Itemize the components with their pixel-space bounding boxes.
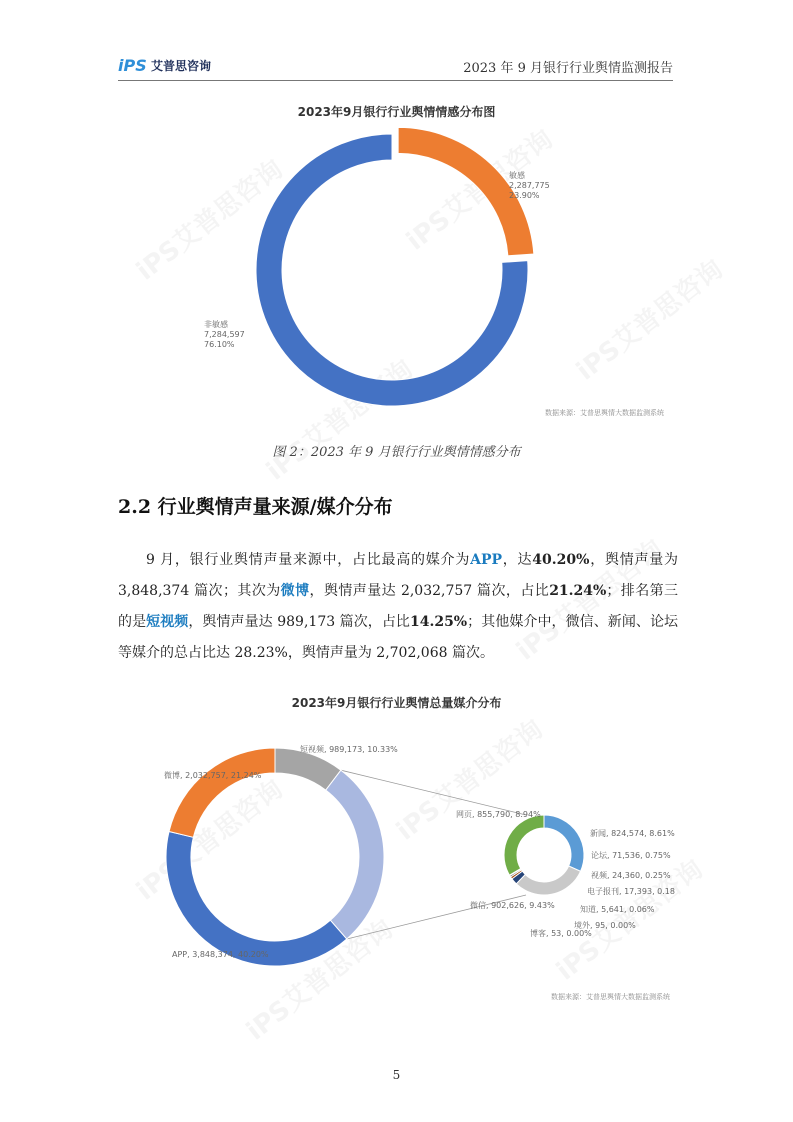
- chart1-label-nonsensitive: [204, 320, 245, 350]
- logo-mark-icon: [118, 54, 148, 76]
- nonsensitive-pct: 76.10%: [204, 340, 235, 349]
- text-run: ，达: [502, 552, 533, 568]
- label-short-video: 短视频, 989,173, 10.33%: [300, 745, 398, 754]
- text-run: ，舆情声量达 989,173 篇次，占比: [188, 614, 410, 630]
- logo-name: 艾普思咨询: [151, 58, 212, 73]
- nonsensitive-name: 非敏感: [204, 320, 228, 329]
- slice-APP: [166, 831, 347, 966]
- chart1-caption: 图 2：2023 年 9 月银行行业舆情情感分布: [272, 445, 521, 460]
- chart1-donut: [120, 120, 680, 430]
- app-pct: 40.20%: [532, 552, 590, 568]
- highlight-weibo: 微博: [280, 583, 310, 599]
- sensitive-value: 2,287,775: [509, 181, 550, 190]
- company-logo: [118, 54, 211, 76]
- highlight-app: APP: [470, 552, 502, 568]
- slice-微博: [169, 748, 275, 837]
- sensitive-name: 敏感: [509, 171, 525, 180]
- report-title: 2023 年 9 月银行行业舆情监测报告: [463, 61, 673, 76]
- text-run: 9 月，银行业舆情声量来源中，占比最高的媒介为: [146, 552, 471, 568]
- sensitive-pct: 23.90%: [509, 191, 540, 200]
- page-number: 5: [392, 1068, 401, 1082]
- label-app: APP, 3,848,374, 40.20%: [172, 950, 269, 959]
- label-weibo: 微博, 2,032,757, 21.24%: [164, 771, 262, 780]
- label-epaper: 电子报刊, 17,393, 0.18: [587, 887, 675, 896]
- slice-其他: [326, 770, 384, 939]
- slice-微信: [504, 815, 544, 875]
- text-run: ；排名第三的是: [118, 583, 679, 630]
- text-run: ，舆情声量达 2,032,757 篇次，占比: [309, 583, 550, 599]
- label-blog: 博客, 53, 0.00%: [530, 929, 592, 938]
- weibo-pct: 21.24%: [549, 583, 607, 599]
- chart1-title: 2023年9月银行行业舆情情感分布图: [297, 105, 496, 119]
- text-run: ；其他媒介中，微信、新闻、论坛等媒介的总占比达 28.23%，舆情声量为 2,702,068 篇次。: [118, 614, 679, 661]
- text-run: ，舆情声量为 3,848,374 篇次；其次为: [118, 552, 678, 599]
- label-forum: 论坛, 71,536, 0.75%: [591, 851, 671, 860]
- label-web: 网页, 855,790, 8.94%: [456, 810, 541, 819]
- slice-网页: [544, 815, 584, 871]
- label-wechat: 微信, 902,626, 9.43%: [470, 901, 555, 910]
- short-video-pct: 14.25%: [409, 614, 468, 630]
- label-video: 视频, 24,360, 0.25%: [591, 871, 671, 880]
- chart2-title: 2023年9月银行行业舆情总量媒介分布: [291, 696, 502, 710]
- slice-新闻: [516, 866, 580, 895]
- header-divider: [118, 80, 673, 81]
- nonsensitive-value: 7,284,597: [204, 330, 245, 339]
- label-overseas: 境外, 95, 0.00%: [574, 921, 636, 930]
- logo-mark-text: iPS: [118, 56, 147, 75]
- chart1-label-sensitive: [509, 171, 550, 201]
- highlight-short-video: 短视频: [146, 614, 189, 630]
- label-news: 新闻, 824,574, 8.61%: [590, 829, 675, 838]
- section-paragraph: [118, 545, 678, 669]
- chart2-source: 数据来源：艾普思舆情大数据监测系统: [551, 993, 670, 1001]
- label-zhidao: 知道, 5,641, 0.06%: [580, 905, 655, 914]
- chart1-source: 数据来源：艾普思舆情大数据监测系统: [545, 409, 664, 417]
- section-title: 2.2 行业舆情声量来源/媒介分布: [118, 496, 393, 518]
